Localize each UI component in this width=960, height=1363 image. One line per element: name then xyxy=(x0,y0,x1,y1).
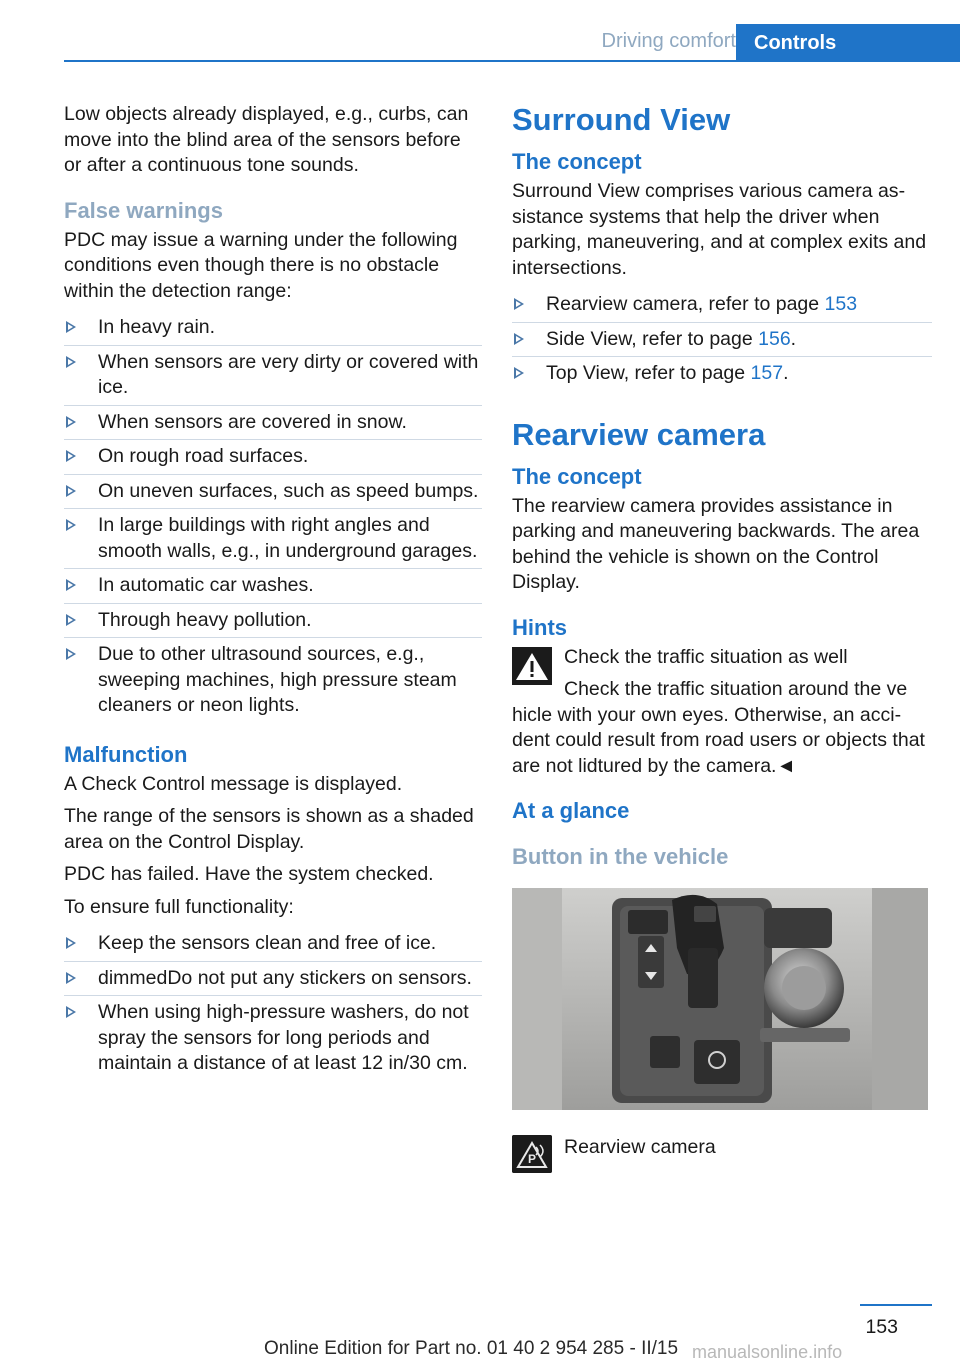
header-tab-controls: Controls xyxy=(736,24,960,62)
warning-triangle-icon xyxy=(512,647,552,685)
list-arrow-icon xyxy=(66,485,76,497)
list-arrow-icon xyxy=(66,321,76,333)
list-item: Top View, refer to page 157. xyxy=(512,357,932,391)
intro-paragraph: Low objects already displayed, e.g., curbs, can move into the blind area of the sensors before or after a continuous tone sounds. xyxy=(64,103,469,176)
list-arrow-icon xyxy=(66,450,76,462)
warning-text-continued: hicle with your own eyes. Otherwise, an accident could result from road users or objects that are not lidtured by the camera.◄ xyxy=(512,703,925,777)
header-rule xyxy=(64,60,960,62)
malfunction-p3: PDC has failed. Have the system checked. xyxy=(64,863,434,885)
list-arrow-icon xyxy=(66,648,76,660)
surround-list xyxy=(512,288,932,391)
false-warnings-list xyxy=(64,311,482,723)
rearview-concept-text: The rearview camera provides assistance in parking and maneuvering backwards. The area behind the vehicle is shown on the Control Display. xyxy=(512,494,920,593)
warning-title: Check the traffic situation as well xyxy=(564,645,848,668)
list-item: On uneven surfaces, such as speed bumps. xyxy=(64,475,482,510)
malfunction-list xyxy=(64,927,482,1081)
list-item: In automatic car washes. xyxy=(64,569,482,604)
watermark-text: manualsonline.info xyxy=(692,1342,843,1362)
list-arrow-icon xyxy=(66,1006,76,1018)
page-footer xyxy=(0,1302,960,1362)
surround-view-title: Surround View xyxy=(512,102,731,137)
list-arrow-icon xyxy=(66,519,76,531)
list-arrow-icon xyxy=(66,972,76,984)
list-arrow-icon xyxy=(514,298,524,310)
rearview-camera-label: Rearview camera xyxy=(564,1136,716,1158)
page-link-156[interactable]: 156 xyxy=(758,327,791,350)
button-in-vehicle-heading: Button in the vehicle xyxy=(512,844,729,869)
list-arrow-icon xyxy=(66,356,76,368)
page-number: 153 xyxy=(865,1316,898,1338)
page-link-157[interactable]: 157 xyxy=(750,362,784,384)
list-item: When using high-pressure washers, do not spray the sensors for long periods and maintain a distance of at least 12 in/30 cm. xyxy=(64,996,482,1081)
malfunction-p1: A Check Control message is displayed. xyxy=(64,772,403,795)
false-warnings-text: PDC may issue a warning under the following conditions even though there is no obstacle within the detection range: xyxy=(64,228,458,302)
list-item: When sensors are very dirty or covered with ice. xyxy=(64,346,482,406)
list-item: Rearview camera, refer to page 153 xyxy=(512,288,932,323)
list-item: Through heavy pollution. xyxy=(64,604,482,639)
svg-text:P: P xyxy=(527,1152,537,1166)
rearview-concept-heading: The concept xyxy=(512,463,642,489)
header-section: Driving comfort xyxy=(601,30,736,52)
list-arrow-icon xyxy=(66,579,76,591)
false-warnings-heading: False warnings xyxy=(64,197,223,223)
center-console-photo xyxy=(512,888,928,1110)
list-item: In large buildings with right angles and smooth walls, e.g., in underground garages. xyxy=(64,509,482,569)
list-item: On rough road surfaces. xyxy=(64,440,482,475)
warning-block xyxy=(512,645,932,703)
list-item: Due to other ultrasound sources, e.g., sweeping machines, high pressure steam cleaners or neon lights. xyxy=(64,638,482,723)
rearview-camera-icon xyxy=(512,1135,552,1173)
malfunction-p4: To ensure full functionality: xyxy=(64,895,294,918)
page-link-153[interactable]: 153 xyxy=(824,293,858,315)
warning-text-line1: Check the traffic situation around the ve xyxy=(564,678,908,700)
rearview-camera-button-row xyxy=(512,1135,932,1175)
surround-concept-heading: The concept xyxy=(512,149,642,174)
left-column xyxy=(64,102,482,1081)
list-item: When sensors are covered in snow. xyxy=(64,406,482,441)
list-arrow-icon xyxy=(66,937,76,949)
page-header xyxy=(0,24,960,62)
malfunction-p2: The range of the sensors is shown as a shaded area on the Control Display. xyxy=(64,805,474,853)
right-column xyxy=(512,102,932,1175)
malfunction-heading: Malfunction xyxy=(64,741,188,767)
edition-text: Online Edition for Part no. 01 40 2 954 285 - II/15 xyxy=(264,1338,679,1359)
hints-heading: Hints xyxy=(512,614,567,640)
footer-rule xyxy=(860,1304,932,1306)
list-arrow-icon xyxy=(66,416,76,428)
list-arrow-icon xyxy=(514,333,524,345)
list-arrow-icon xyxy=(514,367,524,379)
list-item: Side View, refer to page 156. xyxy=(512,323,932,358)
surround-concept-text: Surround View comprises various camera assistance systems that help the driver when parking, maneuvering, and at complex exits and intersections. xyxy=(512,180,927,279)
rearview-camera-title: Rearview camera xyxy=(512,416,766,452)
list-item: In heavy rain. xyxy=(64,311,482,346)
at-a-glance-heading: At a glance xyxy=(512,798,630,823)
list-item: Keep the sensors clean and free of ice. xyxy=(64,927,482,962)
list-arrow-icon xyxy=(66,614,76,626)
list-item: dimmedDo not put any stickers on sensors. xyxy=(64,962,482,997)
